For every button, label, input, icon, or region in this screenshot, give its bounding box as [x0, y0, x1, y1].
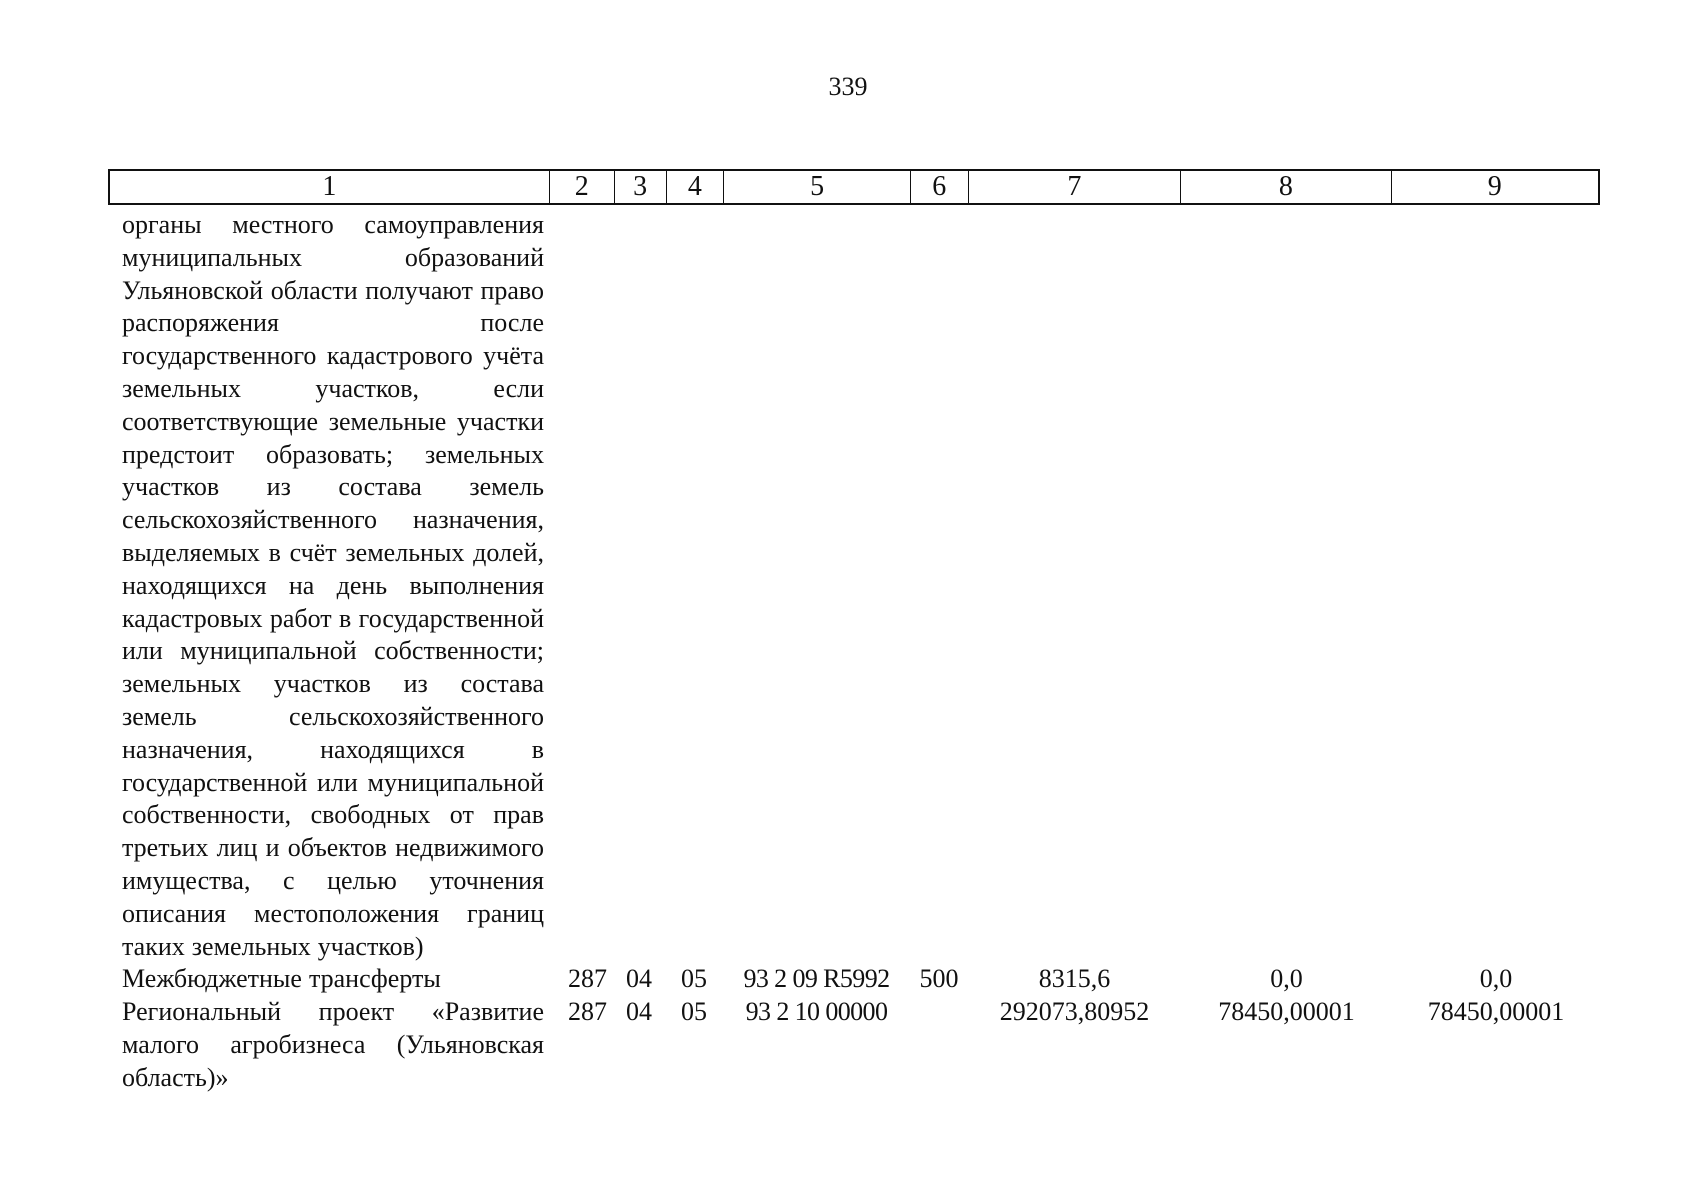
table-header-row	[108, 169, 1600, 205]
row-col-5: 93 2 10 00000	[745, 997, 888, 1027]
table-row-continuation	[108, 209, 1600, 963]
row-col-7: 292073,80952	[999, 997, 1150, 1027]
table-row	[108, 996, 1600, 1094]
header-col-6: 6	[910, 171, 968, 203]
continuation-text: органы местного самоуправления муниципальных образований Ульяновской области получают право распоряжения после государственного кадастрового учёта земельных участков, если соответствующие земельные участки предстоит образовать; земельных участков из состава земель сельскохозяйственного назначения, выделяемых в счёт земельных долей, находящихся на день выполнения кадастровых работ в государственной или муниципальной собственности; земельных участков из состава земель сельскохозяйственного назначения, находящихся в государственной или муниципальной собственности, свободных от прав третьих лиц и объектов недвижимого имущества, с целью уточнения описания местоположения границ таких земельных участков)	[122, 210, 544, 961]
header-col-8: 8	[1180, 171, 1390, 203]
row-col-3: 04	[626, 964, 652, 994]
row-col-6	[910, 996, 968, 1094]
header-col-3: 3	[614, 171, 666, 203]
row-col-4: 05	[681, 964, 707, 994]
table-row	[108, 963, 1600, 996]
row-col-7: 8315,6	[1038, 964, 1111, 994]
row-col-9: 78450,00001	[1427, 997, 1565, 1027]
row-col-3: 04	[626, 997, 652, 1027]
row-col-6: 500	[919, 964, 959, 994]
row-col-8: 0,0	[1270, 964, 1303, 994]
row-name: Межбюджетные трансферты	[122, 964, 441, 994]
header-col-9: 9	[1391, 171, 1598, 203]
row-col-2: 287	[568, 997, 607, 1027]
row-col-2: 287	[568, 964, 607, 994]
table-body	[108, 209, 1600, 1095]
row-col-9: 0,0	[1479, 964, 1513, 994]
row-col-5: 93 2 09 R5992	[743, 964, 890, 994]
header-col-5: 5	[723, 171, 910, 203]
header-col-4: 4	[666, 171, 724, 203]
header-col-2: 2	[549, 171, 614, 203]
row-col-8: 78450,00001	[1218, 997, 1355, 1027]
row-name: Региональный проект «Развитие малого агробизнеса (Ульяновская область)»	[122, 997, 544, 1092]
header-col-1: 1	[322, 171, 337, 202]
row-col-4: 05	[681, 997, 707, 1027]
page-number: 339	[828, 72, 868, 101]
header-col-7: 7	[968, 171, 1180, 203]
